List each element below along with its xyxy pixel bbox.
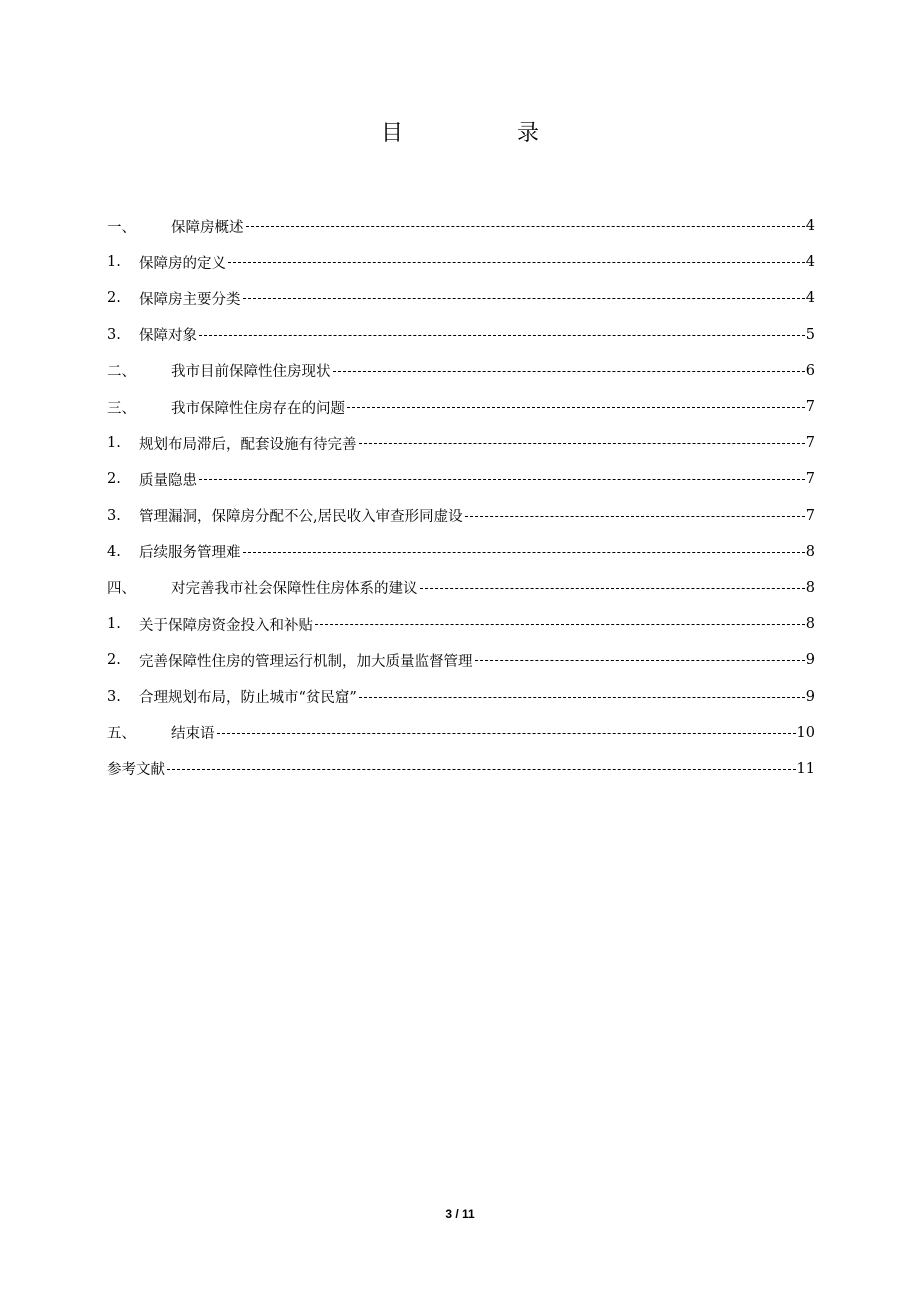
toc-leader — [243, 288, 805, 308]
toc-entry-number: 1. — [107, 616, 121, 633]
toc-entry-number: 2. — [107, 652, 121, 669]
toc-entry-number: 五、 — [107, 726, 136, 743]
toc-entry-number: 3. — [107, 326, 121, 343]
toc-entry-label: 保障房的定义 — [139, 255, 226, 272]
toc-entry[interactable] — [107, 461, 815, 497]
toc-entry[interactable] — [107, 498, 815, 534]
toc-leader — [217, 723, 796, 743]
toc-entry[interactable] — [107, 570, 815, 606]
toc-entry[interactable] — [107, 425, 815, 461]
toc-entry-page: 6 — [805, 362, 815, 379]
toc-title: 目 录 — [380, 121, 585, 146]
toc-entry-number: 一、 — [107, 219, 136, 236]
toc-leader — [465, 506, 805, 526]
toc-entry-label: 我市保障性住房存在的问题 — [171, 400, 345, 417]
toc-entry-label: 参考文献 — [107, 762, 165, 779]
toc-leader — [475, 650, 805, 670]
toc-entry-label: 合理规划布局，防止城市“贫民窟” — [139, 690, 357, 707]
toc-entry-page: 10 — [796, 724, 815, 741]
toc-entry-number: 2. — [107, 471, 121, 488]
toc-leader — [199, 469, 805, 489]
toc-entry-label: 关于保障房资金投入和补贴 — [139, 617, 313, 634]
toc-entry-label: 我市目前保障性住房现状 — [171, 364, 331, 381]
toc-entry-label: 后续服务管理难 — [139, 545, 241, 562]
toc-entry[interactable] — [107, 751, 815, 787]
toc-entry-label: 管理漏洞，保障房分配不公,居民收入审查形同虚设 — [139, 509, 463, 526]
toc-entry-number: 3. — [107, 688, 121, 705]
toc-entry-page: 5 — [805, 326, 815, 343]
toc-leader — [333, 361, 805, 381]
toc-entry[interactable] — [107, 244, 815, 280]
table-of-contents — [107, 208, 815, 787]
toc-entry-page: 7 — [805, 471, 815, 488]
toc-entry-number: 2. — [107, 290, 121, 307]
toc-entry-page: 4 — [805, 254, 815, 271]
toc-leader — [315, 614, 805, 634]
toc-entry[interactable] — [107, 353, 815, 389]
toc-entry-label: 保障房概述 — [171, 219, 244, 236]
toc-entry[interactable] — [107, 534, 815, 570]
toc-leader — [167, 759, 796, 779]
toc-entry-number: 1. — [107, 254, 121, 271]
toc-leader — [199, 325, 805, 345]
toc-entry-page: 7 — [805, 507, 815, 524]
toc-entry-label: 完善保障性住房的管理运行机制，加大质量监督管理 — [139, 653, 473, 670]
toc-entry[interactable] — [107, 606, 815, 642]
toc-entry-number: 1. — [107, 435, 121, 452]
toc-entry-page: 11 — [796, 760, 815, 777]
toc-entry[interactable] — [107, 389, 815, 425]
toc-entry-page: 8 — [805, 579, 815, 596]
toc-entry-label: 保障对象 — [139, 328, 197, 345]
toc-entry-number: 二、 — [107, 364, 136, 381]
toc-entry-label: 质量隐患 — [139, 472, 197, 489]
toc-entry-page: 7 — [805, 435, 815, 452]
toc-entry-label: 结束语 — [171, 726, 215, 743]
toc-entry[interactable] — [107, 317, 815, 353]
toc-leader — [243, 542, 805, 562]
toc-entry[interactable] — [107, 678, 815, 714]
page-indicator: 3 / 11 — [445, 1207, 475, 1221]
toc-entry[interactable] — [107, 208, 815, 244]
toc-entry-label: 保障房主要分类 — [139, 291, 241, 308]
toc-entry-page: 9 — [805, 652, 815, 669]
toc-leader — [246, 216, 805, 236]
toc-entry-label: 规划布局滞后，配套设施有待完善 — [139, 436, 357, 453]
toc-entry-page: 9 — [805, 688, 815, 705]
toc-entry[interactable] — [107, 642, 815, 678]
toc-leader — [347, 397, 805, 417]
toc-entry-number: 3. — [107, 507, 121, 524]
toc-entry[interactable] — [107, 280, 815, 316]
toc-leader — [359, 687, 805, 707]
toc-entry-page: 8 — [805, 616, 815, 633]
toc-entry-page: 4 — [805, 218, 815, 235]
toc-entry-page: 4 — [805, 290, 815, 307]
toc-entry-number: 四、 — [107, 581, 136, 598]
toc-leader — [228, 252, 805, 272]
toc-leader — [359, 433, 805, 453]
toc-entry-number: 三、 — [107, 400, 136, 417]
toc-entry-label: 对完善我市社会保障性住房体系的建议 — [171, 581, 418, 598]
toc-entry-page: 8 — [805, 543, 815, 560]
toc-leader — [420, 578, 805, 598]
toc-entry[interactable] — [107, 715, 815, 751]
toc-entry-number: 4. — [107, 543, 121, 560]
toc-entry-page: 7 — [805, 399, 815, 416]
